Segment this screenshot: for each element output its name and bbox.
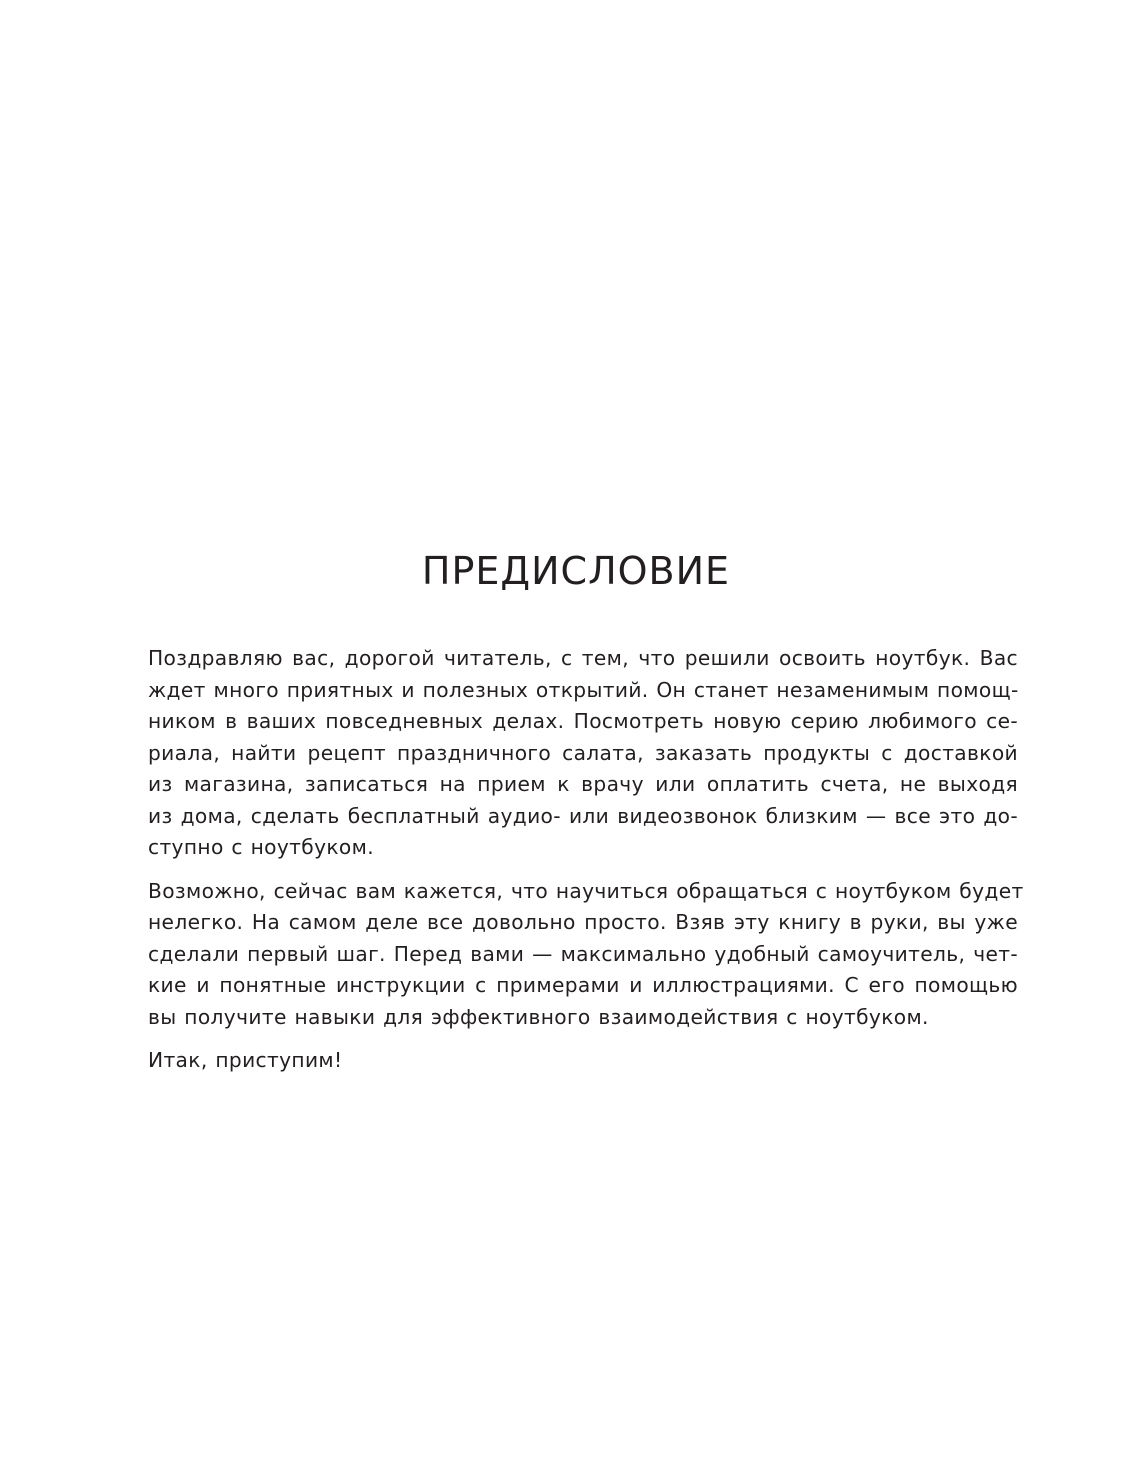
paragraph-1 (148, 643, 1018, 864)
text-line: ступно с ноутбуком. (148, 835, 374, 859)
text-line: ждет много приятных и полезных открытий. Он станет незаменимым помощ- (148, 677, 1019, 702)
page-title: ПРЕДИСЛОВИЕ (421, 549, 731, 593)
text-line: Поздравляю вас, дорогой читатель, с тем, что решили освоить ноутбук. Вас (148, 646, 1018, 670)
text-line: нелегко. На самом деле все довольно просто. Взяв эту книгу в руки, вы уже (148, 910, 1018, 934)
text-line: Итак, приступим! (148, 1048, 343, 1072)
text-line: из магазина, записаться на прием к врачу или оплатить счета, не выходя (148, 772, 1018, 796)
paragraph-2 (148, 876, 1024, 1034)
text-line: сделали первый шаг. Перед вами — максимально удобный самоучитель, чет- (148, 941, 1018, 966)
text-line: Возможно, сейчас вам кажется, что научиться обращаться с ноутбуком будет (148, 878, 1024, 903)
preface-text (148, 643, 1024, 1089)
text-line: вы получите навыки для эффективного взаимодействия с ноутбуком. (148, 1004, 929, 1029)
text-line: ником в ваших повседневных делах. Посмотреть новую серию любимого се- (148, 709, 1018, 733)
text-line: риала, найти рецепт праздничного салата, заказать продукты с доставкой (148, 740, 1018, 765)
text-line: кие и понятные инструкции с примерами и иллюстрациями. С его помощью (148, 973, 1018, 997)
text-line: из дома, сделать бесплатный аудио- или видеозвонок близким — все это до- (148, 803, 1018, 828)
paragraph-3 (148, 1045, 1018, 1077)
